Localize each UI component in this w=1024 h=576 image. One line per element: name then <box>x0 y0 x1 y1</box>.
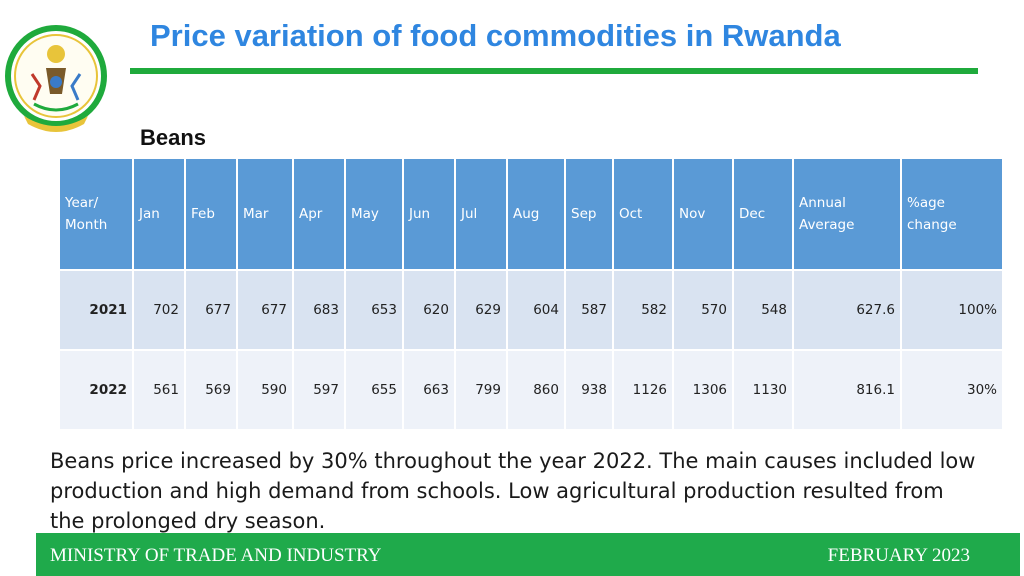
table-header-cell: %age change <box>902 159 1002 269</box>
price-cell: 663 <box>404 351 454 429</box>
price-cell: 597 <box>294 351 344 429</box>
commodity-label: Beans <box>140 125 207 150</box>
table-header-cell: Oct <box>614 159 672 269</box>
price-cell: 561 <box>134 351 184 429</box>
price-cell: 1306 <box>674 351 732 429</box>
annual-average-cell: 816.1 <box>794 351 900 429</box>
table-header-cell: Jan <box>134 159 184 269</box>
footer-bar <box>36 533 1020 576</box>
price-cell: 655 <box>346 351 402 429</box>
price-cell: 587 <box>566 271 612 349</box>
price-cell: 582 <box>614 271 672 349</box>
table-header-cell: Sep <box>566 159 612 269</box>
price-cell: 938 <box>566 351 612 429</box>
summary-text: Beans price increased by 30% throughout the year 2022. The main causes included low production and high demand from schools. Low agricultural production resulted from the prolonged dry season. <box>50 449 976 533</box>
year-cell: 2022 <box>60 351 132 429</box>
table-header-cell: Annual Average <box>794 159 900 269</box>
price-cell: 1126 <box>614 351 672 429</box>
page-title: Price variation of food commodities in Rwanda <box>150 18 841 53</box>
table-header-cell: May <box>346 159 402 269</box>
table-header-cell: Feb <box>186 159 236 269</box>
table-header-cell: Aug <box>508 159 564 269</box>
price-cell: 677 <box>186 271 236 349</box>
table-header-cell: Jul <box>456 159 506 269</box>
percent-change-cell: 100% <box>902 271 1002 349</box>
annual-average-cell: 627.6 <box>794 271 900 349</box>
price-table <box>58 157 1004 431</box>
year-cell: 2021 <box>60 271 132 349</box>
price-cell: 629 <box>456 271 506 349</box>
table-row <box>60 271 1002 349</box>
price-cell: 677 <box>238 271 292 349</box>
percent-change-cell: 30% <box>902 351 1002 429</box>
table-header-cell: Jun <box>404 159 454 269</box>
price-cell: 702 <box>134 271 184 349</box>
table-header-cell: Apr <box>294 159 344 269</box>
footer-ministry: MINISTRY OF TRADE AND INDUSTRY <box>50 545 382 566</box>
table-header-cell: Year/ Month <box>60 159 132 269</box>
price-cell: 1130 <box>734 351 792 429</box>
price-cell: 570 <box>674 271 732 349</box>
table-header-cell: Dec <box>734 159 792 269</box>
price-cell: 860 <box>508 351 564 429</box>
price-cell: 683 <box>294 271 344 349</box>
table-header-cell: Nov <box>674 159 732 269</box>
title-divider <box>130 68 978 74</box>
rwanda-coat-of-arms-icon <box>4 24 108 134</box>
footer-date: FEBRUARY 2023 <box>827 545 970 566</box>
price-cell: 590 <box>238 351 292 429</box>
price-cell: 620 <box>404 271 454 349</box>
table-row <box>60 351 1002 429</box>
table-header-cell: Mar <box>238 159 292 269</box>
price-cell: 653 <box>346 271 402 349</box>
table-header-row <box>60 159 1002 269</box>
price-cell: 604 <box>508 271 564 349</box>
price-cell: 799 <box>456 351 506 429</box>
price-cell: 548 <box>734 271 792 349</box>
price-cell: 569 <box>186 351 236 429</box>
